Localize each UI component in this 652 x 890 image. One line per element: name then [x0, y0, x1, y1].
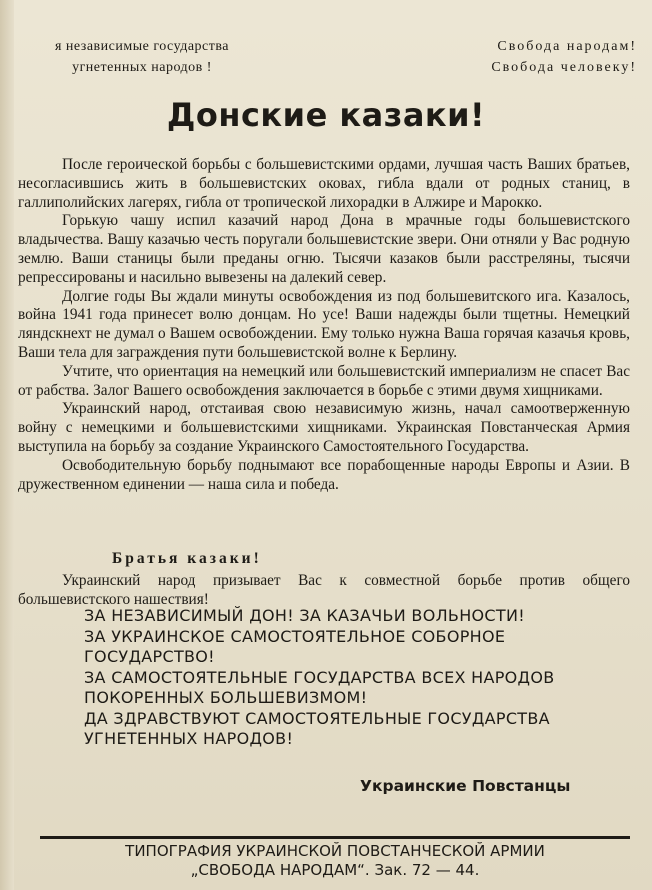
- body-paragraph: Горькую чашу испил казачий народ Дона в мрачные годы большевистского владычества. Вашу казачью честь поругали большевистские звери. Они отняли у Вас родную землю. Ваши станицы были преданы огню. Тысячи казаков были расстреляны, тысячи репрессированы и насильно вывезены на далекий север.: [18, 212, 630, 286]
- body-paragraph: Учтите, что ориентация на немецкий или большевистский империализм не спасет Вас от рабства. Залог Вашего освобождения заключается в борьбе с этими двумя хищниками.: [18, 362, 630, 399]
- imprint-line: „СВОБОДА НАРОДАМ“. Зак. 72 — 44.: [190, 861, 480, 879]
- header-slogan-right-line: Свобода народам!: [497, 39, 637, 54]
- header-slogan-left-line: я независимые государства: [54, 39, 230, 54]
- slogan-item: ЗА УКРАИНСКОЕ САМОСТОЯТЕЛЬНОЕ СОБОРНОЕ ГОСУДАРСТВО!: [84, 626, 506, 666]
- body-paragraph: После героической борьбы с большевистскими ордами, лучшая часть Ваших братьев, несогласившись жить в большевистских оковах, гибла вдали от родных станиц, в галлиполийских лагерях, гибла от тропической лихорадки в Алжире и Марокко.: [18, 156, 630, 211]
- header-slogan-left: [22, 36, 262, 78]
- body-text: [18, 156, 630, 494]
- printer-imprint: [40, 842, 630, 880]
- slogan-list: [84, 606, 634, 750]
- slogan-item: ЗА НЕЗАВИСИМЫЙ ДОН! ЗА КАЗАЧЬИ ВОЛЬНОСТИ!: [84, 606, 525, 625]
- header-slogan-right-line: Свобода человеку!: [491, 60, 637, 75]
- imprint-line: ТИПОГРАФИЯ УКРАИНСКОЙ ПОВСТАНЧЕСКОЙ АРМИИ: [125, 842, 545, 860]
- signature: Украинские Повстанцы: [360, 777, 571, 795]
- appeal-text: [18, 572, 630, 610]
- body-paragraph: Долгие годы Вы ждали минуты освобождения из под большевитского ига. Казалось, война 1941 года принесет волю донцам. Но усе! Ваши надежды были тщетны. Немецкий ляндскнехт не думал о Вашем освобождении. Ему только нужна Ваша горячая казачья кровь, Ваши тела для заграждения пути большевистской волне к Берлину.: [18, 287, 630, 361]
- body-paragraph: Освободительную борьбу поднымают все порабощенные народы Европы и Азии. В дружественном единении — наша сила и победа.: [18, 456, 630, 493]
- brothers-heading: Братья казаки!: [112, 550, 262, 567]
- appeal-paragraph: Украинский народ призывает Вас к совместной борьбе против общего большевистского нашествия!: [18, 572, 630, 608]
- slogan-item: ДА ЗДРАВСТВУЮТ САМОСТОЯТЕЛЬНЫЕ ГОСУДАРСТВА УГНЕТЕННЫХ НАРОДОВ!: [84, 708, 550, 748]
- body-paragraph: Украинский народ, отстаивая свою независимую жизнь, начал самоотверженную войну с немецкими и большевистскими хищниками. Украинская Повстанческая Армия выступила на борьбу за создание Украинского Самостоятельного Государства.: [18, 400, 630, 455]
- header-slogan-left-line: угнетенных народов !: [72, 60, 212, 75]
- slogan-item: ЗА САМОСТОЯТЕЛЬНЫЕ ГОСУДАРСТВА ВСЕХ НАРОДОВ ПОКОРЕННЫХ БОЛЬШЕВИЗМОМ!: [84, 667, 555, 707]
- leaflet-title: Донские казаки!: [166, 96, 486, 134]
- header-slogan-right: [405, 36, 637, 78]
- footer-divider: [40, 836, 630, 839]
